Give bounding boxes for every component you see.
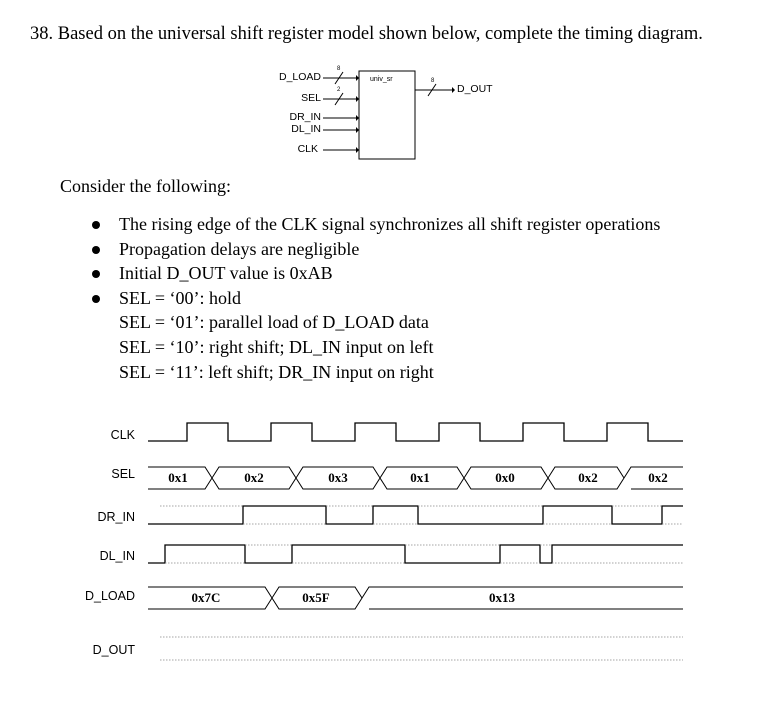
sel-value: 0x2 [244,470,264,485]
d-load-value: 0x5F [302,590,330,605]
d-out-pin-label: D_OUT [457,83,493,95]
block-label: univ_sr [370,76,393,83]
sel-value: 0x3 [328,470,348,485]
sel-pin-label: SEL [301,92,321,104]
list-item: SEL = ‘00’: hold [92,286,660,311]
question-number: 38. [30,24,54,44]
d-load-width-mark: 8 [337,66,341,72]
signal-label-sel: SEL [111,467,135,481]
d-load-waveform [148,587,683,609]
sel-value: 0x1 [410,470,430,485]
d-load-pin-label: D_LOAD [278,71,321,83]
signal-label-d-out: D_OUT [92,643,135,657]
sel-value: 0x2 [578,470,598,485]
dl-in-guide [165,545,683,563]
question-body: Based on the universal shift register model shown below, complete the timing diagram. [57,24,703,44]
clk-waveform [148,423,683,441]
sel-mode-line: SEL = ‘11’: left shift; DR_IN input on right [119,361,434,382]
d-load-value: 0x13 [489,590,515,605]
sel-mode-line: SEL = ‘01’: parallel load of D_LOAD data [119,312,429,333]
list-item: Initial D_OUT value is 0xAB [92,261,660,286]
sel-value: 0x2 [648,470,668,485]
d-load-value: 0x7C [191,590,221,605]
d-out-width-mark: 8 [431,78,435,84]
consider-heading: Consider the following: [60,176,231,196]
d-out-guide [160,637,683,660]
signal-label-d-load: D_LOAD [84,589,135,603]
sel-width-mark: 2 [337,87,341,93]
dl-in-pin-label: DL_IN [291,123,321,135]
signal-label-dl-in: DL_IN [99,549,135,563]
dr-in-pin-label: DR_IN [289,111,321,123]
clk-pin-label: CLK [297,143,318,155]
signal-label-dr-in: DR_IN [97,510,135,524]
dr-in-waveform [148,506,683,524]
sel-value: 0x0 [495,470,515,485]
dr-in-guide [160,506,683,524]
sel-value: 0x1 [168,470,188,485]
list-item: The rising edge of the CLK signal synchronizes all shift register operations [92,212,660,237]
signal-label-clk: CLK [110,428,135,442]
sel-mode-line: SEL = ‘10’: right shift; DL_IN input on left [119,336,434,357]
list-item: Propagation delays are negligible [92,237,660,262]
dl-in-waveform [148,545,683,563]
